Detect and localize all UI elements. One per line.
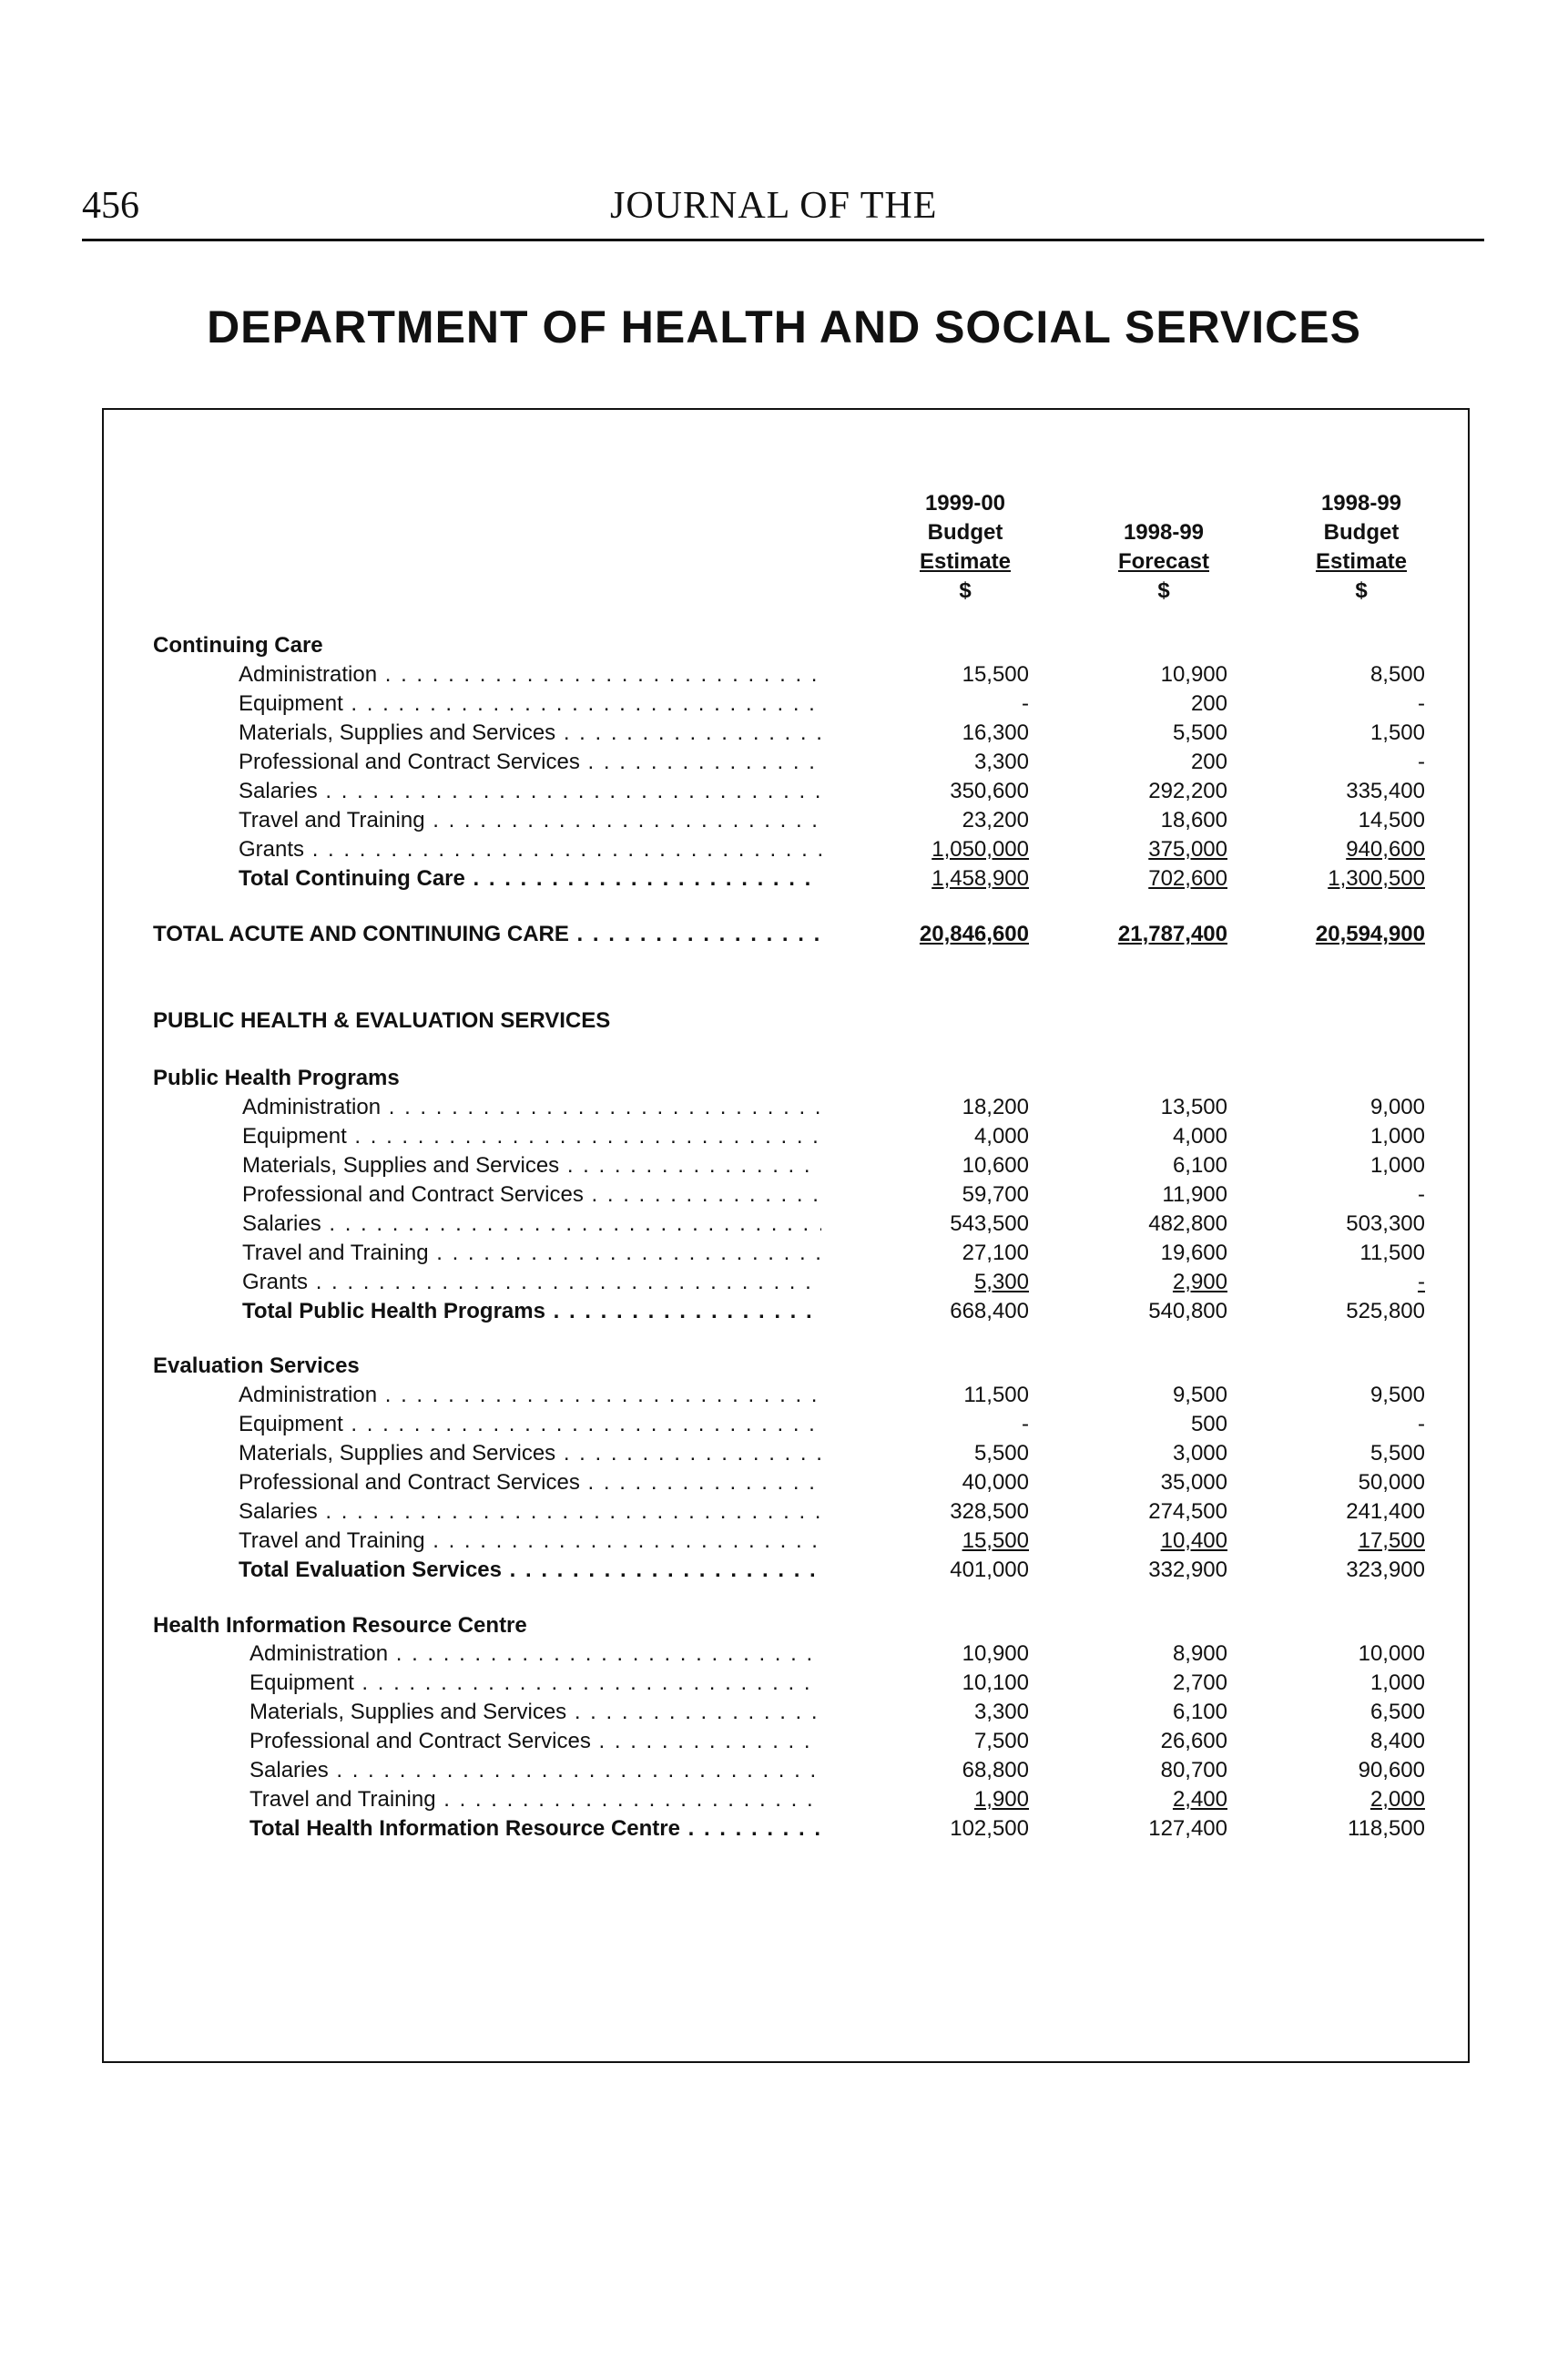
row-label: Administration . . . (249, 1639, 821, 1669)
value-cell (1027, 1093, 1227, 1122)
row-label: Administration . . . (242, 1093, 821, 1122)
heading-label: Continuing Care (153, 633, 323, 658)
total-row (0, 1814, 1568, 1844)
value-text: 68,800 (962, 1758, 1029, 1782)
value-text: 59,700 (962, 1182, 1029, 1207)
table-row (0, 1497, 1568, 1527)
value-text: 80,700 (1160, 1758, 1227, 1782)
value-cell (829, 1093, 1029, 1122)
value-cell (1225, 1180, 1425, 1210)
value-text: 2,000 (1369, 1787, 1425, 1812)
value-cell (1027, 1439, 1227, 1468)
value-text: 6,100 (1172, 1153, 1227, 1178)
row-label: Travel and Training . . . (242, 1239, 821, 1268)
column-header-1998-99-budget: 1998-99 Budget Estimate $ (1315, 491, 1408, 603)
value-text: 5,500 (1172, 720, 1227, 745)
value-text: 375,000 (1148, 837, 1227, 862)
value-text: 10,900 (1160, 662, 1227, 687)
grand-total-row (0, 920, 1568, 949)
value-cell (1225, 1239, 1425, 1268)
value-cell (1027, 1639, 1227, 1669)
value-cell (1225, 864, 1425, 894)
value-text: 241,400 (1346, 1499, 1425, 1524)
journal-title: JOURNAL OF THE (610, 185, 938, 227)
value-text: 18,600 (1160, 808, 1227, 832)
value-text: 2,400 (1172, 1787, 1227, 1812)
value-cell (829, 777, 1029, 806)
value-cell (829, 806, 1029, 835)
value-text: 1,300,500 (1328, 866, 1425, 891)
total-row (0, 864, 1568, 894)
value-text: 1,458,900 (932, 866, 1029, 891)
row-label: Equipment . . . (249, 1669, 821, 1698)
value-text: 40,000 (962, 1470, 1029, 1495)
value-cell (1225, 748, 1425, 777)
heading-label: Public Health Programs (153, 1066, 400, 1090)
row-label: Travel and Training . . . (239, 806, 821, 835)
value-cell (1225, 1093, 1425, 1122)
value-cell (1027, 1785, 1227, 1814)
value-cell (1225, 1814, 1425, 1844)
value-text: - (1418, 1412, 1425, 1436)
table-row (0, 719, 1568, 748)
value-cell (829, 748, 1029, 777)
row-label: Grants . . . (242, 1268, 821, 1297)
value-text: 15,500 (962, 662, 1029, 687)
row-label: Professional and Contract Services . . . (242, 1180, 821, 1210)
heading-label: Evaluation Services (153, 1353, 360, 1378)
value-text: 20,846,600 (919, 922, 1029, 946)
value-text: 5,500 (973, 1441, 1029, 1466)
value-cell (1225, 1527, 1425, 1556)
table-row (0, 1727, 1568, 1756)
value-cell (829, 1122, 1029, 1151)
table-row (0, 1410, 1568, 1439)
value-cell (829, 1497, 1029, 1527)
row-label: Salaries . . . (239, 777, 821, 806)
value-text: 200 (1190, 750, 1227, 774)
table-row (0, 1268, 1568, 1297)
value-text: 13,500 (1160, 1095, 1227, 1119)
value-cell (829, 1727, 1029, 1756)
value-cell (829, 1297, 1029, 1326)
value-cell (829, 1210, 1029, 1239)
value-cell (1225, 777, 1425, 806)
value-cell (1027, 920, 1227, 949)
heading-label: PUBLIC HEALTH & EVALUATION SERVICES (153, 1008, 611, 1033)
value-text: 350,600 (950, 779, 1029, 803)
value-text: 3,300 (973, 750, 1029, 774)
value-text: 940,600 (1346, 837, 1425, 862)
value-cell (1027, 1814, 1227, 1844)
table-row (0, 1122, 1568, 1151)
value-text: - (1022, 691, 1029, 716)
row-label: Professional and Contract Services . . . (239, 748, 821, 777)
value-cell (829, 1239, 1029, 1268)
row-label: TOTAL ACUTE AND CONTINUING CARE . . . (153, 920, 821, 949)
row-label: Equipment . . . (239, 689, 821, 719)
value-text: 26,600 (1160, 1729, 1227, 1753)
value-text: - (1418, 1270, 1425, 1294)
value-cell (829, 1439, 1029, 1468)
table-row (0, 1785, 1568, 1814)
value-cell (1027, 1497, 1227, 1527)
row-label: Salaries . . . (239, 1497, 821, 1527)
table-row (0, 660, 1568, 689)
value-text: 401,000 (950, 1558, 1029, 1582)
value-text: 540,800 (1148, 1299, 1227, 1323)
page-header (82, 179, 1484, 241)
row-label: Total Public Health Programs . . . (242, 1297, 821, 1326)
row-label: Grants . . . (239, 835, 821, 864)
value-cell (1225, 1468, 1425, 1497)
value-text: 15,500 (962, 1528, 1029, 1553)
value-cell (829, 1410, 1029, 1439)
value-text: 2,700 (1172, 1670, 1227, 1695)
value-text: 1,000 (1369, 1153, 1425, 1178)
row-label: Professional and Contract Services . . . (249, 1727, 821, 1756)
value-cell (829, 719, 1029, 748)
value-text: 1,900 (973, 1787, 1029, 1812)
value-cell (1225, 1556, 1425, 1585)
row-label: Total Health Information Resource Centre . . . (249, 1814, 821, 1844)
value-text: 50,000 (1358, 1470, 1425, 1495)
row-label: Total Evaluation Services . . . (239, 1556, 821, 1585)
value-cell (1225, 806, 1425, 835)
value-text: 3,000 (1172, 1441, 1227, 1466)
value-text: 482,800 (1148, 1211, 1227, 1236)
value-text: 1,000 (1369, 1670, 1425, 1695)
value-cell (1225, 1381, 1425, 1410)
value-text: - (1418, 691, 1425, 716)
total-row (0, 1556, 1568, 1585)
value-text: 4,000 (973, 1124, 1029, 1149)
value-cell (829, 1639, 1029, 1669)
value-cell (1027, 1410, 1227, 1439)
table-row (0, 1210, 1568, 1239)
value-text: 10,100 (962, 1670, 1029, 1695)
table-row (0, 1180, 1568, 1210)
row-label: Salaries . . . (242, 1210, 821, 1239)
value-text: 7,500 (973, 1729, 1029, 1753)
table-row (0, 1639, 1568, 1669)
value-text: 8,400 (1369, 1729, 1425, 1753)
value-text: - (1022, 1412, 1029, 1436)
table-row (0, 1239, 1568, 1268)
value-cell (1027, 1727, 1227, 1756)
table-row (0, 1439, 1568, 1468)
value-text: 21,787,400 (1117, 922, 1227, 946)
value-cell (1027, 1210, 1227, 1239)
table-row (0, 748, 1568, 777)
row-label: Total Continuing Care . . . (239, 864, 821, 894)
value-text: 11,500 (1359, 1241, 1425, 1265)
value-cell (1027, 1556, 1227, 1585)
value-cell (1027, 835, 1227, 864)
value-cell (1225, 1669, 1425, 1698)
value-text: 10,000 (1358, 1641, 1425, 1666)
table-row (0, 1698, 1568, 1727)
value-cell (1027, 1756, 1227, 1785)
table-row (0, 1756, 1568, 1785)
value-text: 11,900 (1162, 1182, 1227, 1207)
value-text: 10,400 (1160, 1528, 1227, 1553)
value-cell (829, 689, 1029, 719)
value-text: 102,500 (950, 1816, 1029, 1841)
value-cell (1027, 1297, 1227, 1326)
row-label: Salaries . . . (249, 1756, 821, 1785)
row-label: Equipment . . . (239, 1410, 821, 1439)
value-cell (1027, 1381, 1227, 1410)
value-text: 16,300 (962, 720, 1029, 745)
value-cell (829, 1785, 1029, 1814)
value-cell (1225, 689, 1425, 719)
value-cell (829, 1180, 1029, 1210)
value-text: 702,600 (1148, 866, 1227, 891)
value-text: 118,500 (1348, 1816, 1425, 1841)
section-heading (0, 1611, 1568, 1640)
page-number: 456 (82, 185, 139, 227)
value-cell (829, 1268, 1029, 1297)
value-text: 332,900 (1148, 1558, 1227, 1582)
row-label: Administration . . . (239, 1381, 821, 1410)
value-text: 9,500 (1369, 1383, 1425, 1407)
value-cell (829, 835, 1029, 864)
value-cell (1027, 806, 1227, 835)
row-label: Materials, Supplies and Services . . . (239, 719, 821, 748)
department-title: DEPARTMENT OF HEALTH AND SOCIAL SERVICES (207, 301, 1361, 352)
value-cell (829, 1669, 1029, 1698)
value-cell (1027, 1151, 1227, 1180)
table-row (0, 1151, 1568, 1180)
value-text: 503,300 (1346, 1211, 1425, 1236)
value-cell (1027, 1239, 1227, 1268)
value-cell (829, 1698, 1029, 1727)
table-row (0, 835, 1568, 864)
row-label: Administration . . . (239, 660, 821, 689)
value-text: - (1418, 750, 1425, 774)
value-text: 500 (1190, 1412, 1227, 1436)
value-cell (1225, 1122, 1425, 1151)
value-cell (1027, 748, 1227, 777)
value-cell (1027, 689, 1227, 719)
value-cell (829, 1527, 1029, 1556)
row-label: Travel and Training . . . (249, 1785, 821, 1814)
value-cell (1027, 1527, 1227, 1556)
value-text: 8,500 (1369, 662, 1425, 687)
value-cell (1027, 1122, 1227, 1151)
section-heading (0, 1064, 1568, 1093)
value-cell (1027, 1698, 1227, 1727)
value-text: 543,500 (950, 1211, 1029, 1236)
value-text: 4,000 (1172, 1124, 1227, 1149)
value-text: 9,000 (1369, 1095, 1425, 1119)
table-row (0, 1093, 1568, 1122)
table-row (0, 1468, 1568, 1497)
value-cell (829, 864, 1029, 894)
value-cell (1225, 719, 1425, 748)
value-text: 1,050,000 (932, 837, 1029, 862)
value-text: 20,594,900 (1315, 922, 1425, 946)
row-label: Equipment . . . (242, 1122, 821, 1151)
value-text: 18,200 (962, 1095, 1029, 1119)
section-heading (0, 631, 1568, 660)
value-text: 6,500 (1369, 1700, 1425, 1724)
value-cell (1225, 1727, 1425, 1756)
value-text: 335,400 (1346, 779, 1425, 803)
value-text: 2,900 (1172, 1270, 1227, 1294)
value-cell (1225, 1698, 1425, 1727)
value-text: 10,600 (962, 1153, 1029, 1178)
value-text: 11,500 (963, 1383, 1029, 1407)
value-text: 5,300 (973, 1270, 1029, 1294)
value-cell (1027, 1468, 1227, 1497)
value-cell (1027, 1180, 1227, 1210)
value-text: 35,000 (1160, 1470, 1227, 1495)
value-cell (829, 1814, 1029, 1844)
value-cell (829, 1468, 1029, 1497)
table-row (0, 1669, 1568, 1698)
value-cell (1225, 1268, 1425, 1297)
value-cell (1225, 920, 1425, 949)
value-text: 127,400 (1148, 1816, 1227, 1841)
value-text: 1,000 (1369, 1124, 1425, 1149)
value-text: 323,900 (1346, 1558, 1425, 1582)
row-label: Materials, Supplies and Services . . . (249, 1698, 821, 1727)
value-text: - (1418, 1182, 1425, 1207)
column-header-1998-99-forecast: 1998-99 Forecast $ (1117, 520, 1210, 603)
value-cell (1027, 1669, 1227, 1698)
value-text: 23,200 (962, 808, 1029, 832)
value-cell (829, 920, 1029, 949)
value-cell (1027, 864, 1227, 894)
value-text: 292,200 (1148, 779, 1227, 803)
value-cell (1225, 1210, 1425, 1239)
value-text: 6,100 (1172, 1700, 1227, 1724)
value-text: 3,300 (973, 1700, 1029, 1724)
value-cell (1225, 1639, 1425, 1669)
value-cell (1225, 1151, 1425, 1180)
row-label: Materials, Supplies and Services . . . (242, 1151, 821, 1180)
value-text: 10,900 (962, 1641, 1029, 1666)
total-row (0, 1297, 1568, 1326)
value-text: 9,500 (1172, 1383, 1227, 1407)
value-cell (1225, 1410, 1425, 1439)
value-cell (1027, 719, 1227, 748)
public-health-heading (0, 1006, 1568, 1036)
value-text: 200 (1190, 691, 1227, 716)
row-label: Materials, Supplies and Services . . . (239, 1439, 821, 1468)
row-label: Travel and Training . . . (239, 1527, 821, 1556)
table-row (0, 777, 1568, 806)
value-cell (1027, 1268, 1227, 1297)
section-heading (0, 1352, 1568, 1381)
value-cell (1225, 660, 1425, 689)
table-row (0, 806, 1568, 835)
table-row (0, 689, 1568, 719)
value-cell (1225, 1756, 1425, 1785)
value-text: 274,500 (1148, 1499, 1227, 1524)
value-cell (1225, 1497, 1425, 1527)
value-text: 5,500 (1369, 1441, 1425, 1466)
value-text: 525,800 (1346, 1299, 1425, 1323)
value-cell (1225, 835, 1425, 864)
value-text: 1,500 (1369, 720, 1425, 745)
value-text: 8,900 (1172, 1641, 1227, 1666)
value-text: 27,100 (962, 1241, 1029, 1265)
value-text: 19,600 (1160, 1241, 1227, 1265)
column-header-1999-00-budget: 1999-00 Budget Estimate $ (919, 491, 1012, 603)
value-text: 90,600 (1358, 1758, 1425, 1782)
row-label: Professional and Contract Services . . . (239, 1468, 821, 1497)
value-cell (829, 1556, 1029, 1585)
value-text: 668,400 (950, 1299, 1029, 1323)
value-cell (1225, 1785, 1425, 1814)
value-cell (1225, 1297, 1425, 1326)
value-cell (829, 1151, 1029, 1180)
value-text: 17,500 (1358, 1528, 1425, 1553)
value-text: 328,500 (950, 1499, 1029, 1524)
value-cell (829, 1381, 1029, 1410)
value-cell (1027, 660, 1227, 689)
table-row (0, 1527, 1568, 1556)
heading-label: Health Information Resource Centre (153, 1613, 527, 1638)
value-cell (829, 660, 1029, 689)
table-row (0, 1381, 1568, 1410)
value-cell (1027, 777, 1227, 806)
value-cell (1225, 1439, 1425, 1468)
value-cell (829, 1756, 1029, 1785)
value-text: 14,500 (1358, 808, 1425, 832)
